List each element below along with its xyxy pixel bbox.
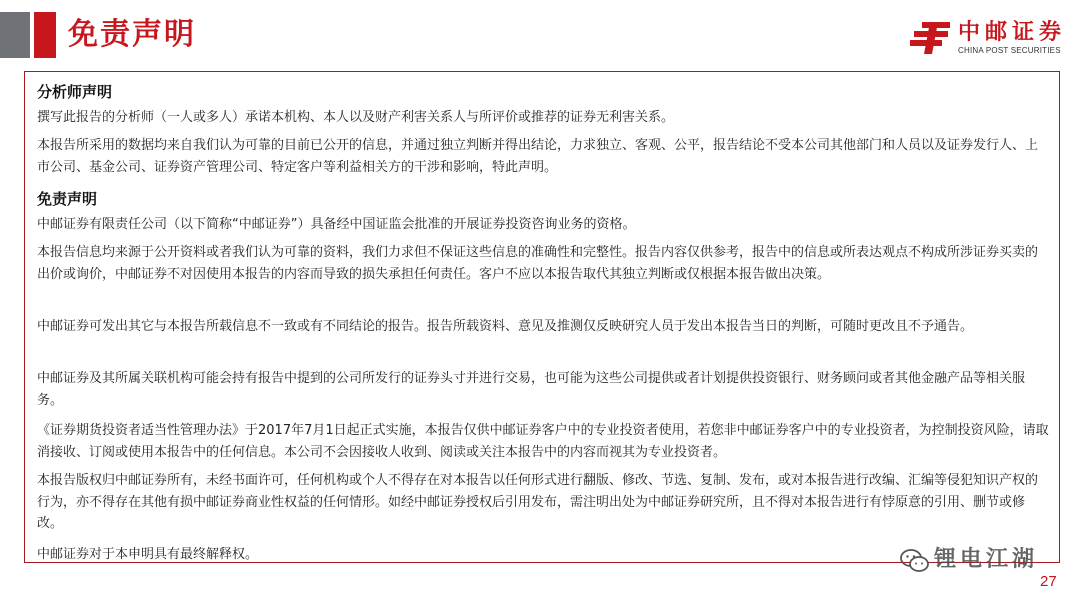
analyst-statement-heading: 分析师声明 — [37, 83, 113, 101]
disclaimer-paragraph: 中邮证券对于本申明具有最终解释权。 — [37, 547, 259, 562]
page-number: 27 — [1040, 573, 1057, 590]
company-logo — [908, 20, 1078, 64]
header-accent-bar-gray — [0, 12, 30, 58]
analyst-statement-paragraph: 撰写此报告的分析师（一人或多人）承诺本机构、本人以及财产利害关系人与所评价或推荐的证券无利害关系。 — [37, 110, 675, 125]
china-post-logo-icon — [908, 20, 952, 56]
header-accent-bar-red — [34, 12, 56, 58]
analyst-statement-paragraph: 本报告所采用的数据均来自我们认为可靠的目前已公开的信息，并通过独立判断并得出结论，力求独立、客观、公平，报告结论不受本公司其他部门和人员以及证券发行人、上市公司、基金公司、证券资产管理公司、特定客户等利益相关方的干涉和影响，特此声明。 — [37, 138, 1039, 175]
logo-name-cn: 中邮证券 — [958, 20, 1067, 45]
disclaimer-content-frame — [24, 71, 1060, 563]
disclaimer-paragraph: 中邮证券可发出其它与本报告所载信息不一致或有不同结论的报告。报告所载资料、意见及推测仅反映研究人员于发出本报告当日的判断，可随时更改且不予通告。 — [37, 319, 974, 334]
disclaimer-paragraph: 本报告版权归中邮证券所有，未经书面许可，任何机构或个人不得存在对本报告以任何形式进行翻版、修改、节选、复制、发布，或对本报告进行改编、汇编等侵犯知识产权的行为，亦不得存在其他有损中邮证券商业性权益的任何情形。如经中邮证券授权后引用发布，需注明出处为中邮证券研究所，且不得对本报告进行有悖原意的引用、删节或修改。 — [37, 473, 1039, 531]
disclaimer-paragraph: 中邮证券及其所属关联机构可能会持有报告中提到的公司所发行的证券头寸并进行交易，也可能为这些公司提供或者计划提供投资银行、财务顾问或者其他金融产品等相关服务。 — [37, 371, 1026, 408]
page-title: 免责声明 — [68, 17, 196, 52]
disclaimer-paragraph: 《证券期货投资者适当性管理办法》于2017年7月1日起正式实施，本报告仅供中邮证券客户中的专业投资者使用，若您非中邮证券客户中的专业投资者，为控制投资风险，请取消接收、订阅或使用本报告中的任何信息。本公司不会因接收人收到、阅读或关注本报告中的内容而视其为专业投资者。 — [37, 423, 1049, 460]
wechat-icon — [900, 548, 930, 574]
disclaimer-paragraph: 本报告信息均来源于公开资料或者我们认为可靠的资料，我们力求但不保证这些信息的准确性和完整性。报告内容仅供参考，报告中的信息或所表达观点不构成所涉证券买卖的出价或询价，中邮证券不对因使用本报告的内容而导致的损失承担任何责任。客户不应以本报告取代其独立判断或仅根据本报告做出决策。 — [37, 245, 1039, 282]
watermark-text: 锂电江湖 — [934, 547, 1039, 572]
logo-name-en: CHINA POST SECURITIES — [958, 46, 1061, 55]
disclaimer-heading: 免责声明 — [37, 190, 98, 208]
disclaimer-paragraph: 中邮证券有限责任公司（以下简称“中邮证券”）具备经中国证监会批准的开展证券投资咨询业务的资格。 — [37, 217, 636, 232]
